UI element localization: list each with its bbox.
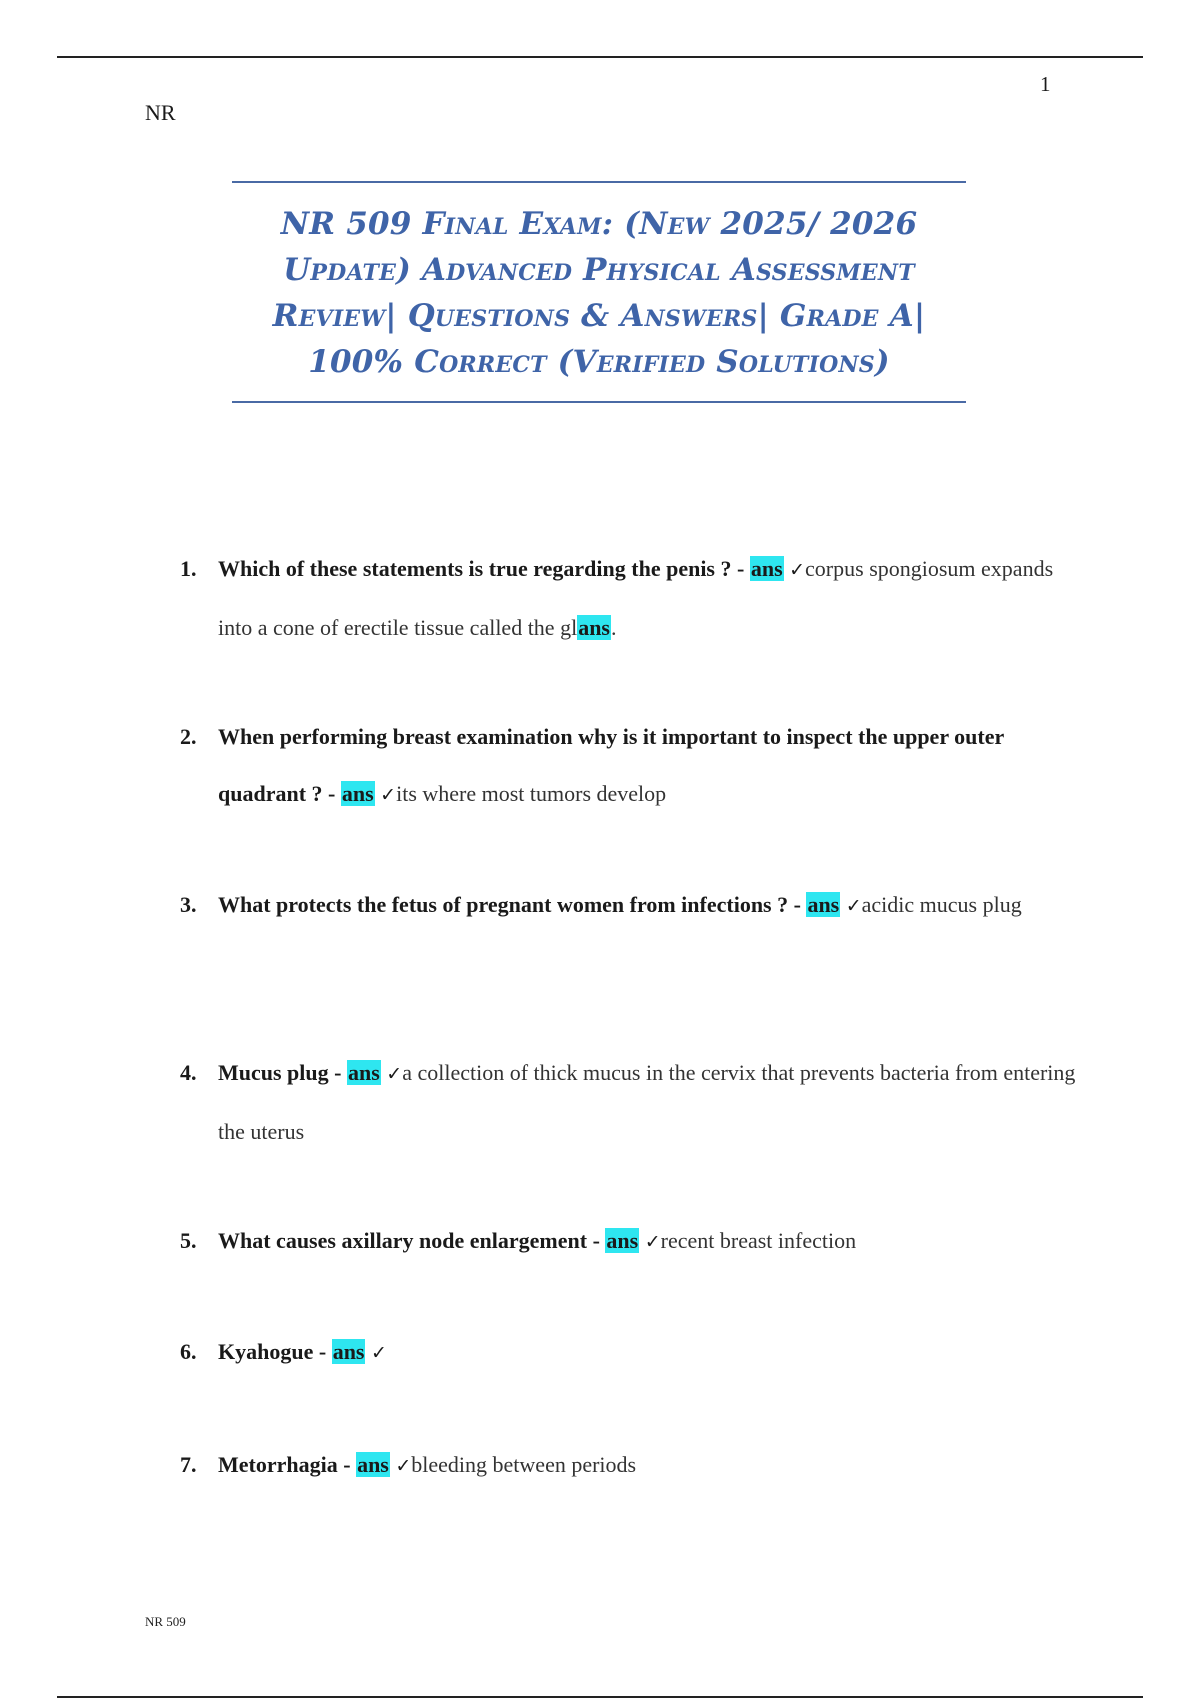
answer-highlight: ans [578,615,610,640]
qa-body [218,1044,1080,1160]
qa-number: 4. [180,1060,197,1085]
qa-item-3 [180,876,1080,935]
document-title [232,201,966,385]
separator: - [788,892,807,917]
question-text: When performing breast examination why is it important to inspect the upper outer quadrant ? [218,724,1004,806]
qa-body [218,876,1080,935]
header-label: NR [145,100,176,125]
qa-number: 2. [180,724,197,749]
ans-label: ans [807,892,840,917]
separator: - [587,1228,606,1253]
check-icon: ✓ [380,784,397,806]
question-text: What protects the fetus of pregnant women from infections ? [218,892,789,917]
answer-text: corpus spongiosum expands into a cone of erectile tissue called the gl [218,556,1054,640]
title-line-3: Review| Questions & Answers| Grade A| [272,298,926,334]
qa-number: 1. [180,556,197,581]
title-line-4: 100% Correct (Verified Solutions) [308,344,890,380]
question-text: Which of these statements is true regarding the penis ? [218,556,732,581]
bottom-rule [57,1696,1143,1698]
qa-item-1 [180,540,1080,656]
check-icon: ✓ [845,895,862,917]
ans-label: ans [606,1228,639,1253]
question-text: What causes axillary node enlargement [218,1228,588,1253]
ans-label: ans [332,1339,365,1364]
check-icon: ✓ [386,1063,403,1085]
answer-text: bleeding between periods [411,1452,637,1477]
separator: - [328,1060,347,1085]
answer-text: acidic mucus plug [861,892,1022,917]
question-text: Mucus plug [218,1060,329,1085]
qa-number: 3. [180,892,197,917]
title-block [232,181,966,403]
question-text: Metorrhagia [218,1452,338,1477]
qa-body [218,708,1080,824]
separator: - [322,781,341,806]
qa-number: 5. [180,1228,197,1253]
separator: - [337,1452,357,1477]
qa-item-7 [180,1436,1080,1495]
qa-number: 7. [180,1452,197,1477]
answer-text: a collection of thick mucus in the cervix that prevents bacteria from entering the uterus [218,1060,1076,1144]
qa-item-6 [180,1323,1080,1382]
ans-label: ans [347,1060,380,1085]
separator: - [313,1339,332,1364]
question-text: Kyahogue [218,1339,314,1364]
qa-item-5 [180,1212,1080,1271]
qa-body [218,1323,1080,1382]
ans-label: ans [357,1452,389,1477]
check-icon: ✓ [370,1342,387,1364]
qa-item-2 [180,708,1080,824]
qa-number: 6. [180,1339,197,1364]
answer-end: . [610,615,617,640]
qa-item-4 [180,1044,1080,1160]
top-rule [57,56,1143,58]
answer-text: recent breast infection [660,1228,857,1253]
ans-label: ans [750,556,783,581]
qa-body [218,540,1080,656]
qa-body [218,1436,1080,1495]
answer-text: its where most tumors develop [396,781,667,806]
qa-body [218,1212,1080,1271]
title-line-2: Update) Advanced Physical Assessment [283,252,915,288]
check-icon: ✓ [644,1231,661,1253]
title-line-1: NR 509 Final Exam: (New 2025/ 2026 [280,206,918,242]
separator: - [731,556,750,581]
ans-label: ans [341,781,374,806]
page-number: 1 [1040,72,1051,96]
check-icon: ✓ [789,559,806,581]
check-icon: ✓ [395,1455,412,1477]
footer-label: NR 509 [145,1614,186,1629]
